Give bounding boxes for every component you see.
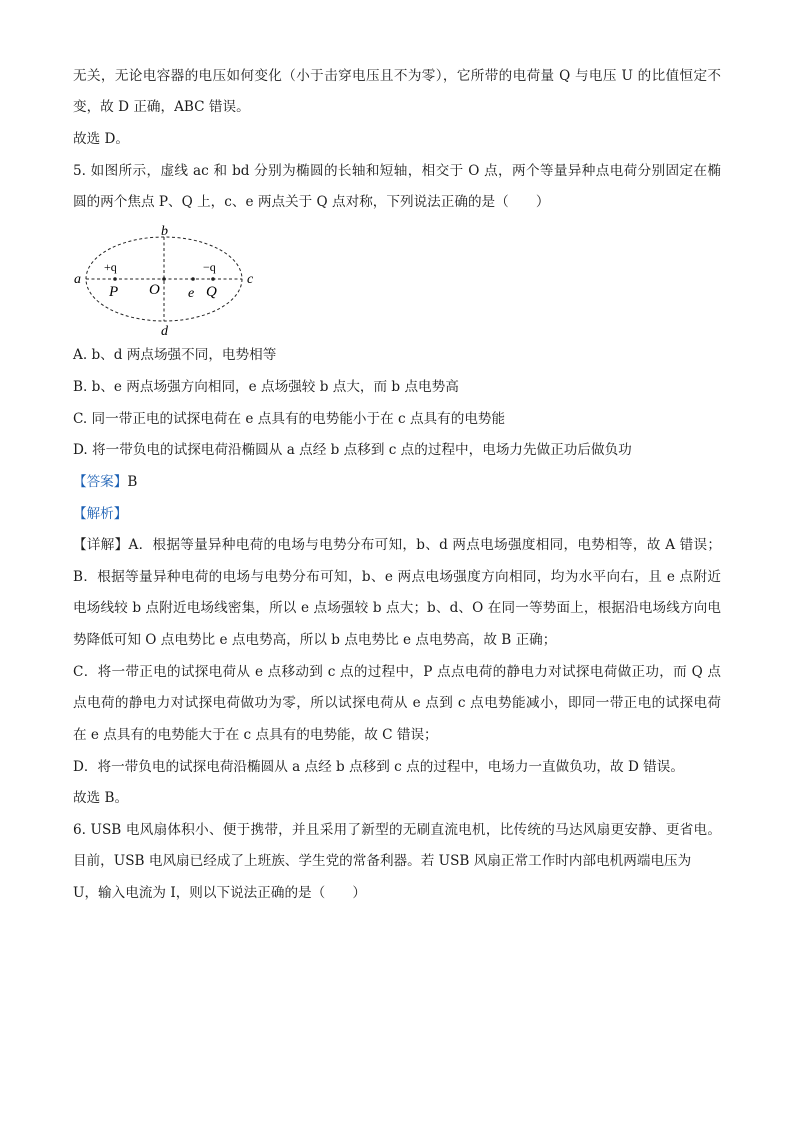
option-a: A. b、d 两点场强不同，电势相等 xyxy=(73,347,277,363)
text-line: 变，故 D 正确，ABC 错误。 xyxy=(73,99,250,115)
label-P: P xyxy=(109,284,119,300)
point-O-dot xyxy=(162,277,166,281)
point-Q-dot xyxy=(211,277,215,281)
detail-line xyxy=(73,535,721,555)
question-6-stem: 目前，USB 电风扇已经成了上班族、学生党的常备利器。若 USB 风扇正常工作时内部电机两端电压为 xyxy=(73,853,692,869)
question-6-stem: 6. USB 电风扇体积小、便于携带，并且采用了新型的无刷直流电机，比传统的马达风扇更安静、更省电。 xyxy=(73,822,721,838)
detail-line: 势降低可知 O 点电势比 e 点电势高，所以 b 点电势比 e 点电势高，故 B 正确； xyxy=(73,632,557,648)
label-Q: Q xyxy=(206,284,217,300)
label-negative-charge: −q xyxy=(203,260,216,274)
point-P-dot xyxy=(113,277,117,281)
text-line: 无关，无论电容器的电压如何变化（小于击穿电压且不为零），它所带的电荷量 Q 与电压 U 的比值恒定不 xyxy=(73,68,721,84)
answer-line xyxy=(73,472,137,492)
label-e: e xyxy=(188,286,195,301)
option-b: B. b、e 两点场强方向相同，e 点场强较 b 点大，而 b 点电势高 xyxy=(73,379,459,395)
label-d: d xyxy=(161,324,168,339)
analysis-tag: 【解析】 xyxy=(73,506,128,522)
detail-line: 电场线较 b 点附近电场线密集，所以 e 点场强较 b 点大；b、d、O 在同一等势面上，根据沿电场线方向电 xyxy=(73,600,721,616)
answer-value: B xyxy=(127,474,138,490)
point-e-dot xyxy=(191,277,195,281)
question-6-stem: U，输入电流为 I，则以下说法正确的是（ ） xyxy=(73,885,367,901)
option-d: D. 将一带负电的试探电荷沿椭圆从 a 点经 b 点移到 c 点的过程中，电场力先做正功后做负功 xyxy=(73,442,632,458)
label-b: b xyxy=(161,224,168,239)
detail-line: 点电荷的静电力对试探电荷做功为零，所以试探电荷从 e 点到 c 点电势能减小，即同一带正电的试探电荷 xyxy=(73,695,721,711)
text-line: 故选 D。 xyxy=(73,131,130,147)
label-a: a xyxy=(74,272,81,287)
detail-line: D．将一带负电的试探电荷沿椭圆从 a 点经 b 点移到 c 点的过程中，电场力一直做负功，故 D 错误。 xyxy=(73,759,684,775)
question-5-stem: 5. 如图所示，虚线 ac 和 bd 分别为椭圆的长轴和短轴，相交于 O 点，两个等量异种点电荷分别固定在椭 xyxy=(73,163,721,179)
detail-text: A．根据等量异种电荷的电场与电势分布可知，b、d 两点电场强度相同，电势相等，故 A 错误； xyxy=(128,537,722,553)
question-5-stem: 圆的两个焦点 P、Q 上，c、e 两点关于 Q 点对称，下列说法正确的是（ ） xyxy=(73,194,550,210)
label-positive-charge: +q xyxy=(104,260,117,274)
label-O: O xyxy=(149,282,160,298)
detail-line: C．将一带正电的试探电荷从 e 点移动到 c 点的过程中，P 点点电荷的静电力对试探电荷做正功，而 Q 点 xyxy=(73,664,721,680)
detail-line: 在 e 点具有的电势能大于在 c 点具有的电势能，故 C 错误； xyxy=(73,727,438,743)
detail-tag: 【详解】 xyxy=(73,537,129,553)
label-c: c xyxy=(247,272,254,287)
answer-tag: 【答案】 xyxy=(73,474,128,490)
detail-line: B．根据等量异种电荷的电场与电势分布可知，b、e 两点电场强度方向相同，均为水平向右，且 e 点附近 xyxy=(73,569,721,585)
ellipse-charge-diagram xyxy=(73,222,263,340)
detail-line: 故选 B。 xyxy=(73,790,129,806)
option-c: C. 同一带正电的试探电荷在 e 点具有的电势能小于在 c 点具有的电势能 xyxy=(73,411,506,427)
